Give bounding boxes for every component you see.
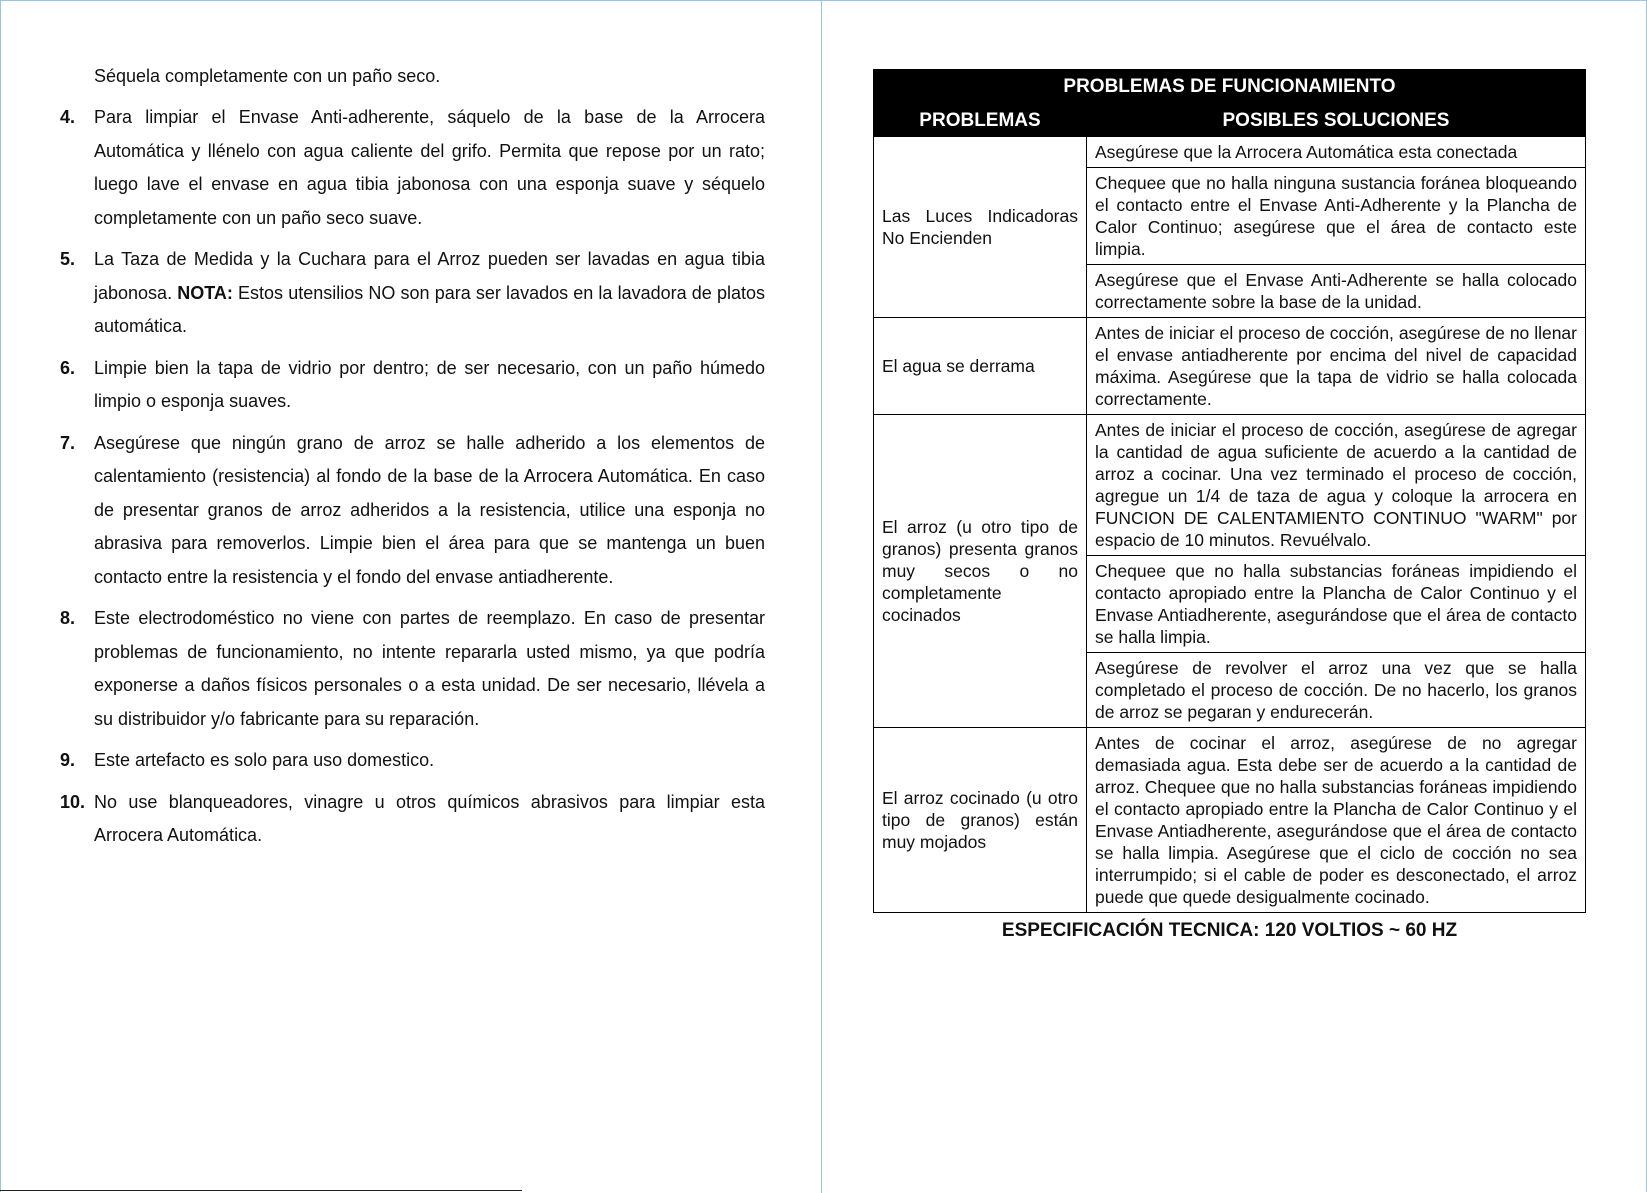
item-text: Este artefacto es solo para uso domestico. <box>94 750 435 770</box>
item-text: Asegúrese que ningún grano de arroz se halle adherido a los elementos de calentamiento (resistencia) al fondo de la base de la Arrocera Automática. En caso de presentar granos de arroz adheridos a la resistencia, utilice una esponja no abrasiva para removerlos. Limpie bien el área para que se mantenga un buen contacto entre la resistencia y el fondo del envase antiadherente. <box>94 432 765 587</box>
list-item <box>60 602 765 736</box>
right-page <box>873 69 1586 943</box>
troubleshooting-table <box>873 69 1586 913</box>
item-number: 9. <box>60 750 76 770</box>
solution-cell: Antes de iniciar el proceso de cocción, asegúrese de no llenar el envase antiadherente por encima del nivel de capacidad máxima. Asegúrese que la tapa de vidrio se halla colocada correctamente. <box>1087 318 1586 415</box>
problem-cell: El agua se derrama <box>874 318 1087 415</box>
item-text: Limpie bien la tapa de vidrio por dentro; de ser necesario, con un paño húmedo limpio o esponja suaves. <box>94 357 765 411</box>
item-text: Para limpiar el Envase Anti-adherente, sáquelo de la base de la Arrocera Automática y llénelo con agua caliente del grifo. Permita que repose por un rato; luego lave el envase en agua tibia jabonosa con una esponja suave y séquelo completamente con un paño seco suave. <box>94 107 765 228</box>
item-number: 5. <box>60 249 76 269</box>
solution-cell: Chequee que no halla substancias foráneas impidiendo el contacto apropiado entre la Plancha de Calor Continuo y el Envase Antiadherente, asegurándose que el área de contacto se halla limpia. <box>1087 556 1586 653</box>
table-row <box>874 137 1586 168</box>
item-number: 10. <box>60 791 86 812</box>
table-row <box>874 415 1586 556</box>
left-page <box>60 60 765 861</box>
list-item <box>60 427 765 595</box>
solution-cell: Asegúrese que la Arrocera Automática esta conectada <box>1087 137 1586 168</box>
item-number: 4. <box>60 107 76 127</box>
problem-cell: El arroz (u otro tipo de granos) presenta granos muy secos o no completamente cocinados <box>874 415 1087 728</box>
list-item <box>60 744 765 778</box>
column-header-problems: PROBLEMAS <box>874 105 1087 137</box>
item-number: 8. <box>60 608 76 628</box>
item-text-part: La Taza de Medida y la Cuchara para el Arroz pueden ser lavadas en agua tibia jabonosa. <box>94 249 765 303</box>
list-item <box>60 243 765 344</box>
item-text-part: Estos utensilios NO son para ser lavados en la lavadora de platos automática. <box>94 282 765 336</box>
table-row <box>874 728 1586 913</box>
footer-rule <box>0 1190 522 1191</box>
table-row <box>874 318 1586 415</box>
item-number: 7. <box>60 432 76 453</box>
list-item <box>60 101 765 235</box>
list-item <box>60 352 765 419</box>
solution-cell: Chequee que no halla ninguna sustancia foránea bloqueando el contacto entre el Envase Anti-Adherente y la Plancha de Calor Continuo; asegúrese que el área de contacto este limpia. <box>1087 168 1586 265</box>
item-number: 6. <box>60 357 76 378</box>
note-label: NOTA: <box>177 282 233 303</box>
solution-cell: Asegúrese de revolver el arroz una vez que se halla completado el proceso de cocción. De no hacerlo, los granos de arroz se pegaran y endurecerán. <box>1087 653 1586 728</box>
page-divider <box>821 0 822 1193</box>
list-item <box>60 786 765 853</box>
problem-cell: Las Luces Indicadoras No Encienden <box>874 137 1087 318</box>
table-title: PROBLEMAS DE FUNCIONAMIENTO <box>874 70 1586 105</box>
item-text: No use blanqueadores, vinagre u otros químicos abrasivos para limpiar esta Arrocera Automática. <box>94 791 765 845</box>
problem-cell: El arroz cocinado (u otro tipo de granos) están muy mojados <box>874 728 1087 913</box>
solution-cell: Antes de iniciar el proceso de cocción, asegúrese de agregar la cantidad de agua suficiente de acuerdo a la cantidad de arroz a cocinar. Una vez terminado el proceso de cocción, agregue un 1/4 de taza de agua y coloque la arrocera en FUNCION DE CALENTAMIENTO CONTINUO "WARM" por espacio de 10 minutos. Revuélvalo. <box>1087 415 1586 556</box>
item-text: Este electrodoméstico no viene con partes de reemplazo. En caso de presentar problemas de funcionamiento, no intente repararla usted mismo, ya que podría exponerse a daños físicos personales o a esta unidad. De ser necesario, llévela a su distribuidor y/o fabricante para su reparación. <box>94 608 765 729</box>
solution-cell: Asegúrese que el Envase Anti-Adherente se halla colocado correctamente sobre la base de la unidad. <box>1087 265 1586 318</box>
intro-text: Séquela completamente con un paño seco. <box>94 66 441 86</box>
technical-spec: ESPECIFICACIÓN TECNICA: 120 VOLTIOS ~ 60 HZ <box>1001 920 1458 941</box>
solution-cell: Antes de cocinar el arroz, asegúrese de no agregar demasiada agua. Esta debe ser de acuerdo a la cantidad de arroz. Chequee que no halla substancias foráneas impidiendo el contacto apropiado entre la Plancha de Calor Continuo y el Envase Antiadherente, asegurándose que el área de contacto se halla limpia. Asegúrese que el ciclo de cocción no sea interrumpido; si el cable de poder es desconectado, el arroz puede que quede desigualmente cocinado. <box>1087 728 1586 913</box>
column-header-solutions: POSIBLES SOLUCIONES <box>1087 105 1586 137</box>
item-text <box>94 243 765 344</box>
